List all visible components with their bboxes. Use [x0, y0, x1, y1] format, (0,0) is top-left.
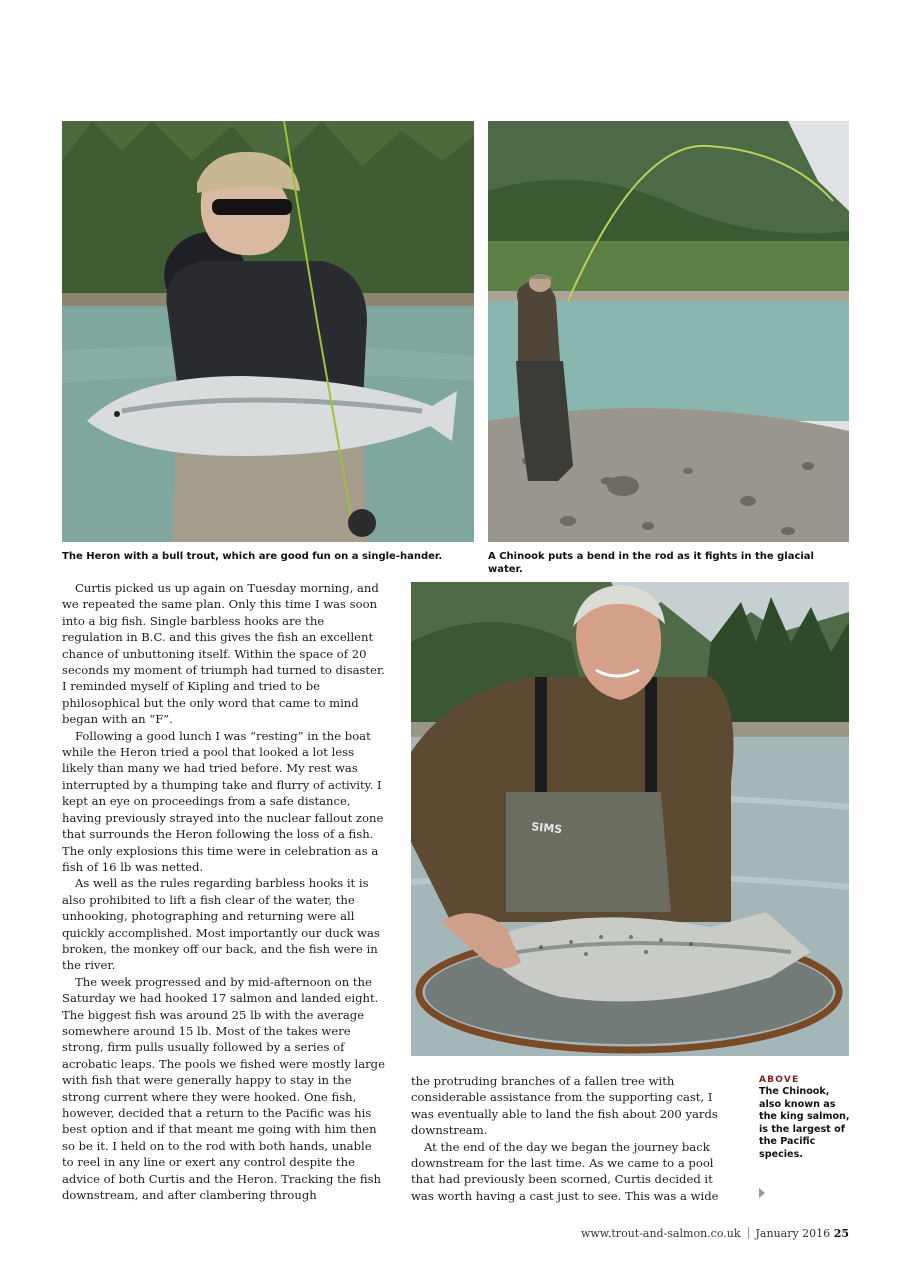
waders-logo-text: SIMS — [530, 820, 563, 837]
article-paragraph: Curtis picked us up again on Tuesday morning, and we repeated the same plan. Only this time I was soon into a big fish. Single barbless hooks are the regulation in B.C. and this gives the fish an excellent chance of unbuttoning itself. Within the space of 20 seconds my moment of triumph had turned to disaster. I reminded myself of Kipling and tried to be philosophical but the only word that came to mind began with an “F”. — [62, 581, 385, 727]
photo-chinook-bend — [488, 121, 849, 542]
article-column-left — [62, 580, 385, 1203]
article-paragraph: the protruding branches of a fallen tree with considerable assistance from the supporting cast, I was eventually able to land the fish about 200 yards downstream. — [411, 1074, 718, 1138]
continue-arrow-icon — [759, 1188, 765, 1198]
footer-page-number: 25 — [833, 1227, 849, 1240]
photo-chinook-net — [411, 582, 849, 1056]
caption-heron-bull-trout: The Heron with a bull trout, which are good fun on a single-hander. — [62, 551, 443, 562]
article-paragraph: The week progressed and by mid-afternoon on the Saturday we had hooked 17 salmon and landed eight. The biggest fish was around 25 lb with the average somewhere around 15 lb. Most of the takes were strong, firm pulls usually followed by a series of acrobatic leaps. The pools we fished were mostly large with fish that were generally happy to stay in the strong current where they were hooked. One fish, however, decided that a return to the Pacific was his best option and if that meant me going with him then so be it. I held on to the rod with both hands, unable to reel in any line or exert any control despite the advice of both Curtis and the Heron. Tracking the fish downstream, and after clambering through — [62, 974, 385, 1203]
photo-heron-bull-trout — [62, 121, 474, 542]
page-footer — [581, 1227, 849, 1240]
side-caption-kicker: ABOVE — [759, 1075, 800, 1085]
side-caption — [759, 1074, 851, 1162]
article-paragraph: Following a good lunch I was “resting” in the boat while the Heron tried a pool that looked a lot less likely than many we had tried before. My rest was interrupted by a thumping take and flurry of activity. I kept an eye on proceedings from a safe distance, having previously strayed into the nuclear fallout zone that surrounds the Heron following the loss of a fish. The only explosions this time were in celebration as a fish of 16 lb was netted. — [62, 728, 384, 874]
article-paragraph: As well as the rules regarding barbless hooks it is also prohibited to lift a fish clear of the water, the unhooking, photographing and returning were all quickly accomplished. Most importantly our duck was broken, the monkey off our back, and the fish were in the river. — [62, 876, 380, 973]
article-paragraph: At the end of the day we began the journey back downstream for the last time. As we came to a pool that had previously been scorned, Curtis decided it was worth having a cast just to see. This was a wide — [411, 1139, 719, 1203]
footer-website: www.trout-and-salmon.co.uk — [580, 1227, 741, 1240]
caption-chinook-bend: A Chinook puts a bend in the rod as it fights in the glacial water. — [488, 551, 814, 575]
side-caption-body: The Chinook, also known as the king salmon, is the largest of the Pacific species. — [759, 1086, 850, 1160]
footer-issue: January 2016 — [755, 1227, 831, 1240]
article-column-right — [411, 1073, 721, 1204]
footer-divider — [748, 1227, 749, 1239]
